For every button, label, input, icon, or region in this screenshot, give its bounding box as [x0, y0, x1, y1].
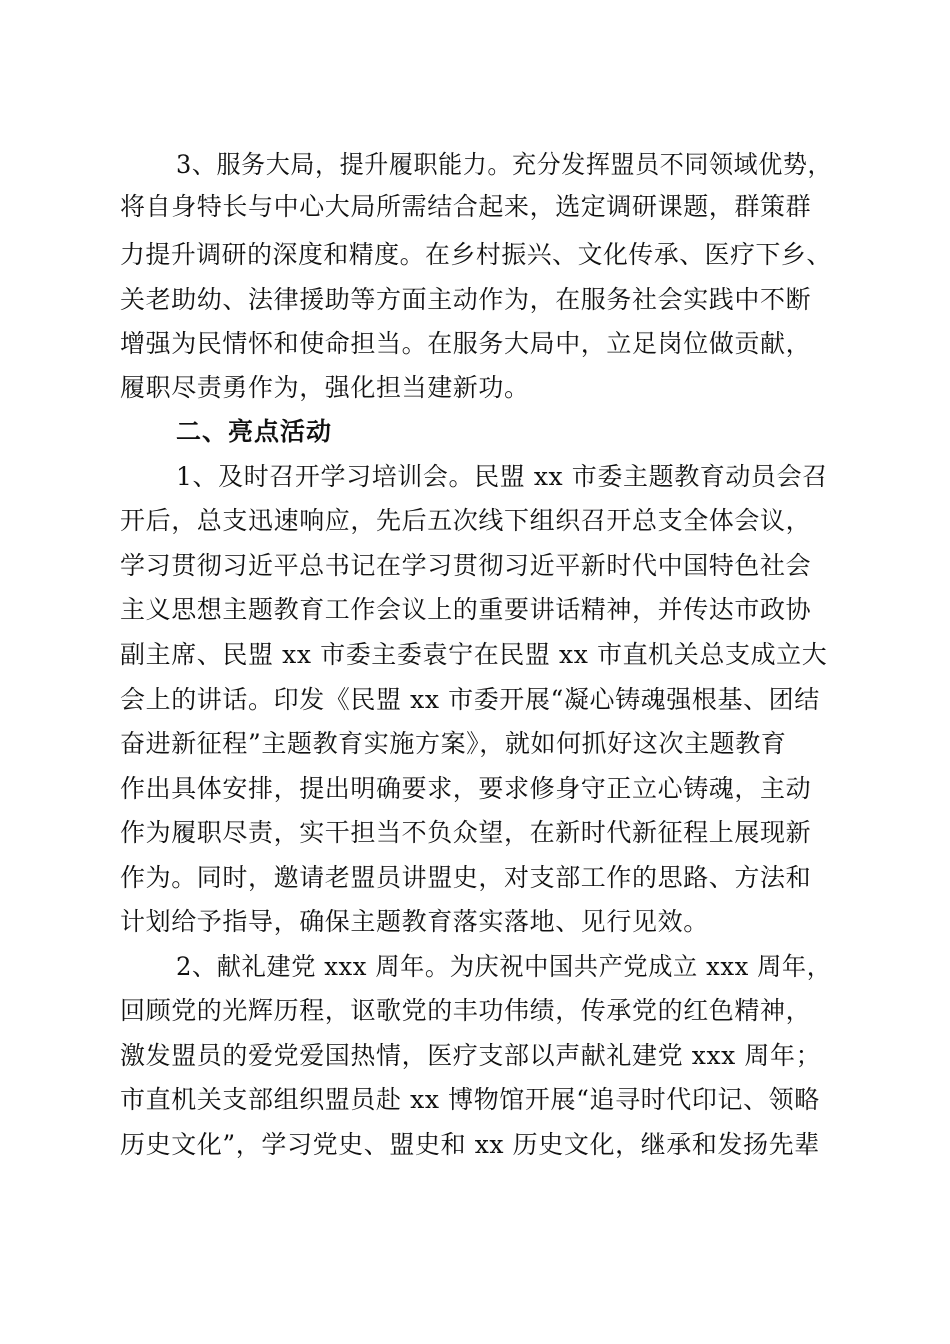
paragraph-line: 履职尽责勇作为，强化担当建新功。 [120, 373, 530, 402]
paragraph-line: 作为履职尽责，实干担当不负众望，在新时代新征程上展现新 [120, 818, 812, 847]
paragraph-line: 1、及时召开学习培训会。民盟 xx 市委主题教育动员会召 [176, 462, 828, 491]
paragraph-line: 增强为民情怀和使命担当。在服务大局中，立足岗位做贡献， [120, 329, 812, 358]
paragraph-line: 力提升调研的深度和精度。在乡村振兴、文化传承、医疗下乡、 [120, 240, 832, 269]
paragraph-line: 计划给予指导，确保主题教育落实落地、见行见效。 [120, 907, 709, 936]
paragraph-line: 主义思想主题教育工作会议上的重要讲话精神，并传达市政协 [120, 595, 812, 624]
paragraph-line: 奋进新征程”主题教育实施方案》，就如何抓好这次主题教育 [120, 729, 787, 758]
paragraph-line: 副主席、民盟 xx 市委主委袁宁在民盟 xx 市直机关总支成立大 [120, 640, 828, 669]
section-heading: 二、亮点活动 [176, 417, 333, 446]
paragraph-line: 作为。同时，邀请老盟员讲盟史，对支部工作的思路、方法和 [120, 863, 812, 892]
paragraph-line: 回顾党的光辉历程，讴歌党的丰功伟绩，传承党的红色精神， [120, 996, 812, 1025]
paragraph-line: 将自身特长与中心大局所需结合起来，选定调研课题，群策群 [120, 192, 812, 221]
paragraph-line: 学习贯彻习近平总书记在学习贯彻习近平新时代中国特色社会 [120, 551, 812, 580]
paragraph-line: 市直机关支部组织盟员赴 xx 博物馆开展“追寻时代印记、领略 [120, 1085, 820, 1114]
paragraph-line: 作出具体安排，提出明确要求，要求修身守正立心铸魂，主动 [120, 774, 812, 803]
paragraph-line: 开后，总支迅速响应，先后五次线下组织召开总支全体会议， [120, 506, 812, 535]
paragraph-line: 历史文化”，学习党史、盟史和 xx 历史文化，继承和发扬先辈 [120, 1130, 820, 1159]
paragraph-line: 3、服务大局，提升履职能力。充分发挥盟员不同领域优势， [176, 150, 833, 179]
paragraph-line: 会上的讲话。印发《民盟 xx 市委开展“凝心铸魂强根基、团结 [120, 685, 820, 714]
paragraph-line: 激发盟员的爱党爱国热情，医疗支部以声献礼建党 xxx 周年； [120, 1041, 822, 1070]
paragraph-line: 关老助幼、法律援助等方面主动作为，在服务社会实践中不断 [120, 285, 812, 314]
paragraph-line: 2、献礼建党 xxx 周年。为庆祝中国共产党成立 xxx 周年， [176, 952, 832, 981]
